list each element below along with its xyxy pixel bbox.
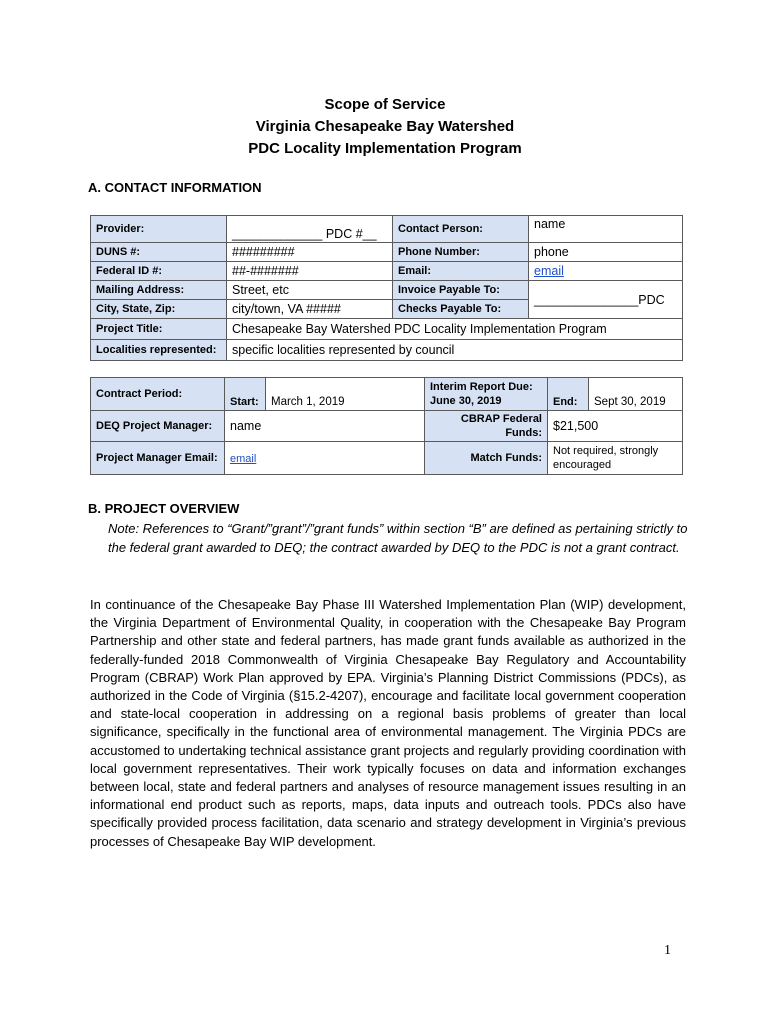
interim-report-label — [425, 378, 548, 411]
document-program-title: PDC Locality Implementation Program — [248, 140, 522, 157]
contact-person-label: Contact Person: — [393, 216, 529, 243]
interim-report-label-line1: Interim Report Due: — [430, 381, 533, 393]
cbrap-funds-label: CBRAP Federal Funds: — [425, 411, 548, 442]
manager-email-link[interactable]: email — [230, 452, 257, 465]
checks-payable-label: Checks Payable To: — [393, 300, 529, 319]
manager-email-label: Project Manager Email: — [91, 442, 225, 475]
start-label: Start: — [225, 378, 266, 411]
interim-report-date: June 30, 2019 — [430, 395, 502, 407]
city-state-zip-label: City, State, Zip: — [91, 300, 227, 319]
end-value[interactable]: Sept 30, 2019 — [589, 378, 683, 411]
section-a-heading: A. CONTACT INFORMATION — [88, 180, 262, 195]
page-number: 1 — [664, 943, 671, 958]
deq-manager-value[interactable]: name — [225, 411, 425, 442]
end-label: End: — [548, 378, 589, 411]
federal-id-label: Federal ID #: — [91, 262, 227, 281]
contact-information-table — [90, 215, 683, 361]
phone-value[interactable]: phone — [529, 243, 683, 262]
deq-manager-label: DEQ Project Manager: — [91, 411, 225, 442]
federal-id-value[interactable]: ##-####### — [227, 262, 393, 281]
mailing-address-label: Mailing Address: — [91, 281, 227, 300]
contract-details-table — [90, 377, 683, 475]
email-label: Email: — [393, 262, 529, 281]
match-funds-value[interactable]: Not required, strongly encouraged — [548, 442, 683, 475]
localities-label: Localities represented: — [91, 340, 227, 361]
project-overview-note: Note: References to “Grant/”grant”/”grant funds” within section “B” are defined as pertaining strictly to the federal grant awarded to DEQ; the contract awarded by DEQ to the PDC is not a grant contract. — [108, 521, 688, 555]
start-value[interactable]: March 1, 2019 — [266, 378, 425, 411]
section-b-heading: B. PROJECT OVERVIEW — [88, 501, 240, 516]
contract-period-label: Contract Period: — [91, 378, 225, 411]
provider-value[interactable]: _____________ PDC #__ — [227, 216, 393, 243]
payable-to-value[interactable]: _______________PDC — [529, 281, 683, 319]
duns-value[interactable]: ######### — [227, 243, 393, 262]
project-overview-paragraph: In continuance of the Chesapeake Bay Phase III Watershed Implementation Plan (WIP) development, the Virginia Department of Environmental Quality, in cooperation with the Chesapeake Bay Program Partnership and other state and federal partners, has made grant funds available as authorized in the federally-funded 2018 Commonwealth of Virginia Chesapeake Bay Regulatory and Accountability Program (CBRAP) Work Plan approved by EPA. Virginia’s Planning District Commissions (PDCs), as authorized in the Code of Virginia (§15.2-4207), encourage and facilitate local government cooperation and state-local cooperation in addressing on a regional basis problems of greater than local significance, specifically in the functional area of environmental management. The Virginia PDCs are accustomed to undertaking technical assistance grant projects and regularly providing coordination with local government representatives. Their work typically focuses on data and information exchanges between local, state and federal partners and analyses of resource management issues resulting in an informational end product such as reports, maps, data inputs and outreach tools. PDCs also have specifically provided process facilitation, data scenario and strategy development in Virginia’s previous processes of Chesapeake Bay WIP development. — [90, 597, 686, 849]
project-title-value[interactable]: Chesapeake Bay Watershed PDC Locality Implementation Program — [227, 319, 683, 340]
match-funds-label: Match Funds: — [425, 442, 548, 475]
phone-label: Phone Number: — [393, 243, 529, 262]
project-title-label: Project Title: — [91, 319, 227, 340]
contact-person-value[interactable]: name — [529, 216, 683, 243]
cbrap-funds-value[interactable]: $21,500 — [548, 411, 683, 442]
invoice-payable-label: Invoice Payable To: — [393, 281, 529, 300]
provider-label: Provider: — [91, 216, 227, 243]
city-state-zip-value[interactable]: city/town, VA ##### — [227, 300, 393, 319]
mailing-address-value[interactable]: Street, etc — [227, 281, 393, 300]
contact-email-link[interactable]: email — [534, 264, 564, 278]
localities-value[interactable]: specific localities represented by council — [227, 340, 683, 361]
document-subtitle: Virginia Chesapeake Bay Watershed — [255, 118, 515, 135]
duns-label: DUNS #: — [91, 243, 227, 262]
document-title: Scope of Service — [324, 96, 446, 113]
